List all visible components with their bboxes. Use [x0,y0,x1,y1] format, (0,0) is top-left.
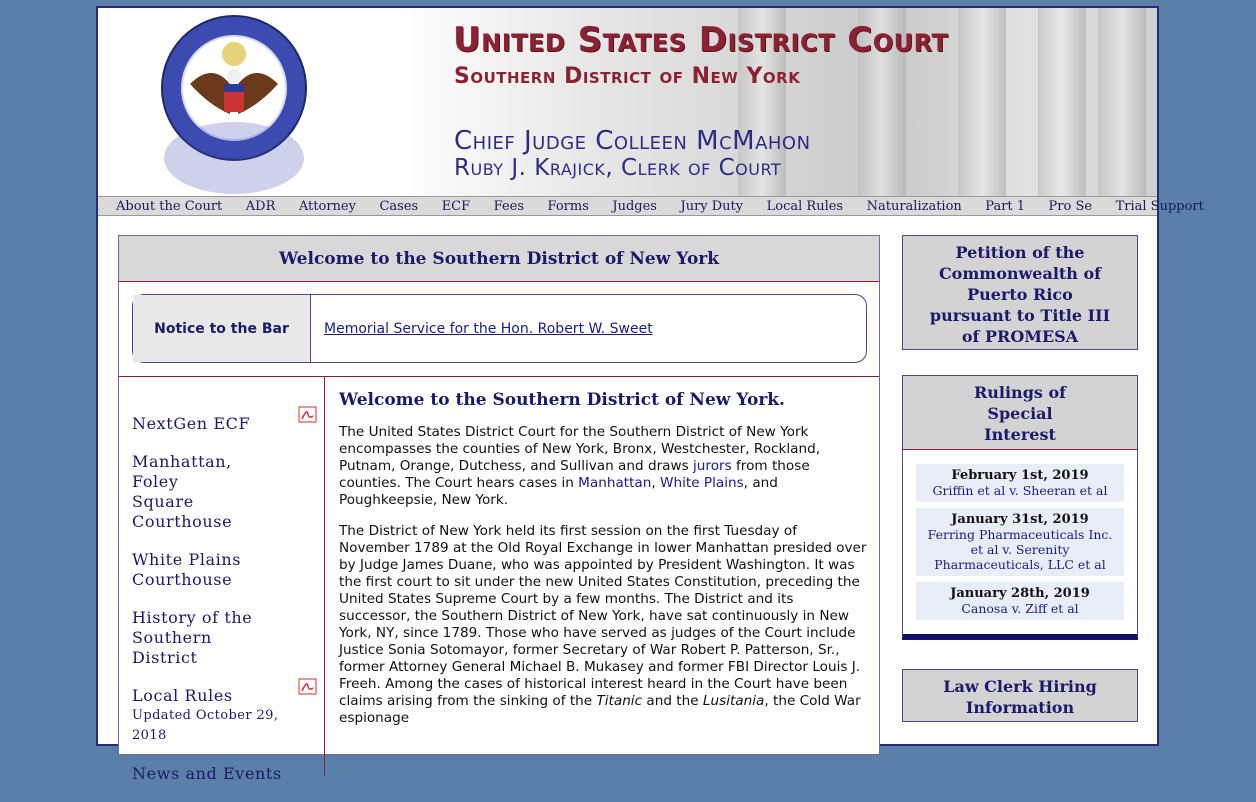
welcome-panel [118,235,880,783]
petition-title: Petition of the Commonwealth of Puerto Rico pursuant to Title III of PROMESA [929,243,1111,346]
ruling-item[interactable] [916,582,1124,620]
divider [324,376,325,776]
nav-fees[interactable]: Fees [493,198,525,214]
nav-trial-support[interactable]: Trial Support [1115,198,1204,214]
divider [119,376,879,377]
sidebar-item-label: NextGen ECF [132,414,251,433]
sidebar-item-label: Manhattan, Foley Square Courthouse [132,452,233,531]
ruling-case[interactable]: Ferring Pharmaceuticals Inc. et al v. Serenity Pharmaceuticals, LLC et al [927,527,1113,572]
sidebar-item-label: History of the Southern District [132,608,253,667]
welcome-heading: Welcome to the Southern District of New York [119,236,879,282]
jurors-link[interactable]: jurors [693,458,732,474]
sidebar-item-label: Local Rules [132,686,233,705]
notice-to-bar [132,294,867,363]
pdf-icon[interactable] [298,406,317,423]
nav-judges[interactable]: Judges [612,198,657,214]
sidebar-item-nextgen-ecf[interactable] [132,414,317,434]
welcome-content [339,390,869,741]
page-container [96,6,1204,783]
nav-attorney[interactable]: Attorney [298,198,356,214]
court-subtitle: Southern District of New York [454,64,801,89]
court-title: United States District Court [453,20,949,60]
sidebar-item-label: News and Events [132,764,282,783]
notice-link[interactable]: Memorial Service for the Hon. Robert W. Sweet [324,320,653,337]
law-clerk-box[interactable] [902,669,1138,722]
nav-naturalization[interactable]: Naturalization [866,198,962,214]
nav-adr[interactable]: ADR [245,198,276,214]
content-paragraph [339,424,869,509]
nav-jury-duty[interactable]: Jury Duty [680,198,744,214]
nav-forms[interactable]: Forms [547,198,589,214]
text: The District of New York held its first session on the first Tuesday of November 1789 at the Old Royal Exchange in lower Manhattan presided over by Judge James Duane, who was appointed by President Washington. It was the first court to sit under the new United States Constitution, preceding the United States Supreme Court by a few months. The District and its successor, the Southern District of New York, have sat continuously in New York, NY, since 1789. Those who have served as judges of the Court include Justice Sonia Sotomayor, former Secretary of War Robert P. Patterson, Sr., former Attorney General Michael B. Mukasey and former FBI Director Louis J. Freeh. Among the cases of historical interest heard in the Court have been claims arising from the sinking of the [339,523,867,709]
ruling-item[interactable] [916,508,1124,576]
nav-local-rules[interactable]: Local Rules [766,198,844,214]
text: and the [642,693,703,709]
nav-ecf[interactable]: ECF [441,198,471,214]
text: from those counties. The Court hears cases in [339,458,810,491]
sidebar-item-sublabel: Updated October 29, 2018 [132,708,279,743]
seal-reflection [160,158,308,196]
nav-about[interactable]: About the Court [116,198,223,214]
main-nav [98,196,1204,216]
text: , and Poughkeepsie, New York. [339,475,778,508]
text: Lusitania [702,693,765,709]
ruling-item[interactable] [916,464,1124,502]
ruling-date: February 1st, 2019 [951,468,1089,483]
chief-judge-line: Chief Judge Colleen McMahon [454,126,811,156]
content-paragraph [339,523,869,727]
text: , the Cold War espionage [339,693,861,726]
petition-box[interactable] [902,235,1138,350]
content-heading: Welcome to the Southern District of New York. [339,390,785,410]
pdf-icon[interactable] [298,678,317,695]
white-plains-link[interactable]: White Plains [660,475,744,491]
sidebar-item-white-plains[interactable] [132,550,242,590]
sidebar-item-manhattan[interactable] [132,452,242,532]
rulings-header [903,376,1137,450]
ruling-date: January 31st, 2019 [951,512,1089,527]
nav-part-1[interactable]: Part 1 [985,198,1026,214]
text: , [651,475,661,491]
sidebar-item-local-rules[interactable] [132,686,317,746]
notice-label: Notice to the Bar [133,295,311,362]
law-clerk-title: Law Clerk Hiring Information [943,677,1097,717]
ruling-case[interactable]: Canosa v. Ziff et al [961,601,1079,616]
rulings-title: Rulings of Special Interest [973,383,1067,444]
nav-pro-se[interactable]: Pro Se [1048,198,1093,214]
rulings-box [902,375,1138,640]
ruling-case[interactable]: Griffin et al v. Sheeran et al [932,483,1108,498]
ruling-date: January 28th, 2019 [950,586,1090,601]
sidebar-links [132,414,317,802]
text: The United States District Court for the Southern District of New York encompasses the counties of New York, Bronx, Westchester, Rockland, Putnam, Orange, Dutchess, and Sullivan and draws [339,424,821,474]
header-banner [98,8,1157,196]
sidebar-item-news-events[interactable] [132,764,317,784]
sidebar-item-label: White Plains Courthouse [132,550,242,589]
text: Titanic [596,693,643,709]
clerk-line: Ruby J. Krajick, Clerk of Court [454,155,782,181]
manhattan-link[interactable]: Manhattan [578,475,652,491]
sidebar-item-history[interactable] [132,608,272,668]
nav-cases[interactable]: Cases [379,198,419,214]
